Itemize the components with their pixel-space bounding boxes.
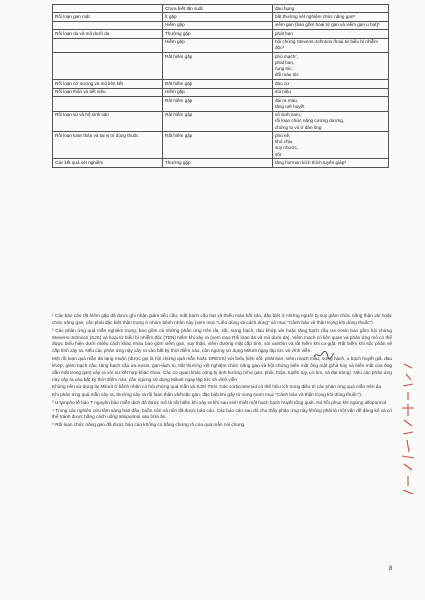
reaction-cell: vô sinh nam, rối loạn chức năng cương dương, chứng to vú ở đàn ông [273,111,389,132]
signature-mark [313,350,335,360]
footnote: Không nên sử dụng lại Milurit ở bệnh nhân có hội chứng quá mẫn và SJS/ TEN. Các corticosteroid có thể hữu ích trong điều trị các phản ứng quá mẫn trên da. [52,384,383,390]
footnote: ¹ Các báo cáo rất hiếm gặp đã được ghi nhận giảm tiểu cầu, mất bạch cầu hạt và thiếu máu bất sản, đặc biệt ở những người bị suy giảm chức năng thận và/ hoặc chức năng gan, cần phải đặc biệt thận trọng ở nhóm bệnh nhân này (xem mục “Liều dùng và cách dùng” và mục “Cảnh báo và thận trọng khi dùng thuốc”). [52,313,392,325]
table-row [53,38,389,53]
frequency-cell: Hiếm gặp [163,38,273,53]
table-row [53,111,389,132]
reaction-cell: hội chứng Stevens-Johnson /hoại tử biểu bì nhiễm độc⁶ [273,38,389,53]
organ-system-cell [53,53,163,80]
reaction-cell: tăng hormon kích thích tuyến giáp⁸ [273,159,389,167]
reaction-cell: viêm gan (bao gồm hoại tử gan và viêm gan u hạt)⁵ [273,21,389,29]
table-row [53,88,389,96]
footnote: ⁵ Rối loạn chức năng gan đã được báo cáo không có bằng chứng rõ của quá mẫn nói chung. [52,422,246,428]
adverse-reactions-table [52,4,389,168]
frequency-cell: Hiếm gặp [163,21,273,29]
organ-system-cell: Rối loạn vú và hệ sinh sản [53,111,163,132]
organ-system-cell [53,96,163,111]
footnote: ³ U lympho tế bào T nguyên bào miễn dịch đã được mô tả rất hiếm khi xảy ra khi sau sinh thiết một hạch bạch huyết tổng quát. Nó hồi phục khi ngừng allopurinol. [52,399,388,405]
footnote: Một rối loạn quá mẫn đa tạng muộn (được gọi là hội chứng quá mẫn hoặc DRESS) với biểu hiện sốt, phát ban, viêm mạch máu, sưng hạch, u bạch huyết giả, đau khớp, giảm bạch cầu, tăng bạch cầu ưa eosin, gan-lách to, bất thường xét nghiệm chức năng gan và hội chứng biến mất ống mật (phá hủy và biến mất của ống dẫn mật trong gan) xảy ra với sự kết hợp khác nhau. Các cơ quan khác cũng bị ảnh hưởng (như gan, phổi, thận, tuyến tụy, cơ tim, và đại tràng). Nếu các phản ứng này xảy ra vào bất kỳ thời điểm nào, cần ngừng sử dụng Milurit ngay lập tức và vĩnh viễn. [52,356,393,382]
table-row [53,80,389,88]
reaction-cell: đái ra máu, tăng urê huyết [273,96,389,111]
table-row [53,159,389,167]
organ-system-cell: Rối loạn thận và tiết niệu [53,88,163,96]
frequency-cell: Hiếm gặp [163,88,273,96]
table-row [53,13,389,21]
organ-system-cell [53,5,163,13]
table-body [53,5,389,168]
reaction-cell: phù mạch⁷, phát ban, rụng tóc, đổi màu tóc [273,53,389,80]
table-row [53,132,389,159]
reaction-cell: phát ban [273,30,389,38]
frequency-cell: Ít gặp [163,13,273,21]
table-row [53,30,389,38]
footnote: ⁴ Trong các nghiên cứu lâm sàng ban đầu, buồn nôn và nôn đã được báo cáo. Các báo cáo sau đó cho thấy phản ứng này không phải là một vấn đề đáng kể và có thể tránh được bằng cách uống allopurinol sau bữa ăn. [52,407,392,420]
reaction-cell: bất thường xét nghiệm chức năng gan⁵ [273,13,389,21]
reaction-cell: sỏi niệu [273,88,389,96]
organ-system-cell: Rối loạn da và mô dưới da [53,30,163,38]
stamp-mark [398,360,418,500]
table-row [53,5,389,13]
reaction-cell: phù nề, khó chịu, suy nhược, sốt [273,132,389,159]
table-row [53,96,389,111]
table-row [53,53,389,80]
organ-system-cell [53,38,163,53]
reaction-cell: đau bụng [273,5,389,13]
organ-system-cell: Rối loạn cơ xương và mô liên kết [53,80,163,88]
footnote: Khi phản ứng quá mẫn xảy ra, thường xảy ra rối loạn thận và/hoặc gan, đặc biệt khi gây tử vong (xem mục “Cảnh báo và thận trọng khi dùng thuốc”). [52,392,363,398]
organ-system-cell: Rối loạn gan mật [53,13,163,21]
table-row [53,21,389,29]
frequency-cell: Thường gặp [163,159,273,167]
reaction-cell: đau cơ [273,80,389,88]
frequency-cell: Chưa biết tần suất [163,5,273,13]
frequency-cell: Rất hiếm gặp [163,111,273,132]
organ-system-cell: Các kết quả xét nghiệm [53,159,163,167]
frequency-cell: Rất hiếm gặp [163,96,273,111]
organ-system-cell: Rối loạn toàn thân và tại vị trí dùng thuốc [53,132,163,159]
organ-system-cell [53,21,163,29]
frequency-cell: Rất hiếm gặp [163,132,273,159]
page-number: 8 [389,566,393,572]
frequency-cell: Rất hiếm gặp [163,53,273,80]
footnote: ² Các phản ứng quá mẫn nghiêm trọng, bao gồm cả những phản ứng trên da, sốt, sưng hạch, đau khớp và/ hoặc tăng bạch cầu ưa eosin bao gồm hội chứng Stevens-Johnson (SJS) và hoại tử biểu bì nhiễm độc (TEN) hiếm khi xảy ra (xem mục Rối loạn da và mô dưới da). Viêm mạch có liên quan và phản ứng mô có thể được biểu hiện dưới nhiều cách khác nhau bao gồm viêm gan, suy thận, viêm đường mật cấp tính, sỏi xanthin và rất hiếm khi co giật. Rất hiếm khi sốc phản vệ cấp tính xảy ra. Nếu các phản ứng này xảy ra vào bất kỳ thời điểm nào, cần ngừng sử dụng Milurit ngay lập tức và vĩnh viễn. [52,327,392,354]
frequency-cell: Rất hiếm gặp [163,80,273,88]
footnotes [52,313,392,430]
frequency-cell: Thường gặp [163,30,273,38]
